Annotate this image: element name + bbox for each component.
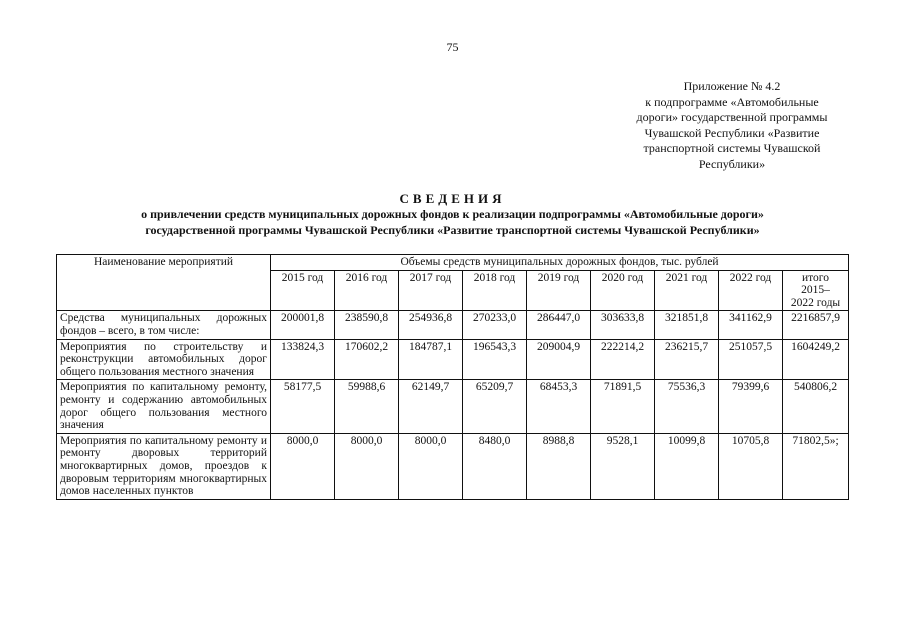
cell-value: 62149,7 (399, 380, 463, 433)
cell-value: 59988,6 (335, 380, 399, 433)
row-name: Мероприятия по капитальному ремонту и ремонту дворовых территорий многоквартирных домов, проездов к дворовым территориям многоквартирных домов населенных пунктов (57, 433, 271, 499)
cell-total: 1604249,2 (783, 339, 849, 380)
cell-value: 65209,7 (463, 380, 527, 433)
cell-value: 196543,3 (463, 339, 527, 380)
cell-value: 303633,8 (591, 311, 655, 339)
cell-total: 540806,2 (783, 380, 849, 433)
title-main: СВЕДЕНИЯ (399, 191, 506, 206)
header-total-line: 2022 годы (790, 296, 841, 309)
header-year: 2015 год (271, 270, 335, 311)
row-name: Мероприятия по капитальному ремонту, ремонту и содержанию автомобильных дорог общего пользования местного значения (57, 380, 271, 433)
cell-value: 79399,6 (719, 380, 783, 433)
cell-value: 341162,9 (719, 311, 783, 339)
appendix-line: Приложение № 4.2 (683, 79, 781, 93)
cell-value: 8000,0 (335, 433, 399, 499)
header-year: 2020 год (591, 270, 655, 311)
row-name: Мероприятия по строительству и реконструкции автомобильных дорог общего пользования местного значения (57, 339, 271, 380)
subtitle-line: государственной программы Чувашской Республики «Развитие транспортной системы Чувашской Республики» (145, 222, 760, 237)
appendix-line: транспортной системы Чувашской (643, 141, 821, 155)
header-year: 2019 год (527, 270, 591, 311)
cell-value: 8000,0 (399, 433, 463, 499)
header-total (783, 270, 849, 311)
cell-value: 71891,5 (591, 380, 655, 433)
table-row (57, 311, 849, 339)
cell-value: 222214,2 (591, 339, 655, 380)
cell-value: 321851,8 (655, 311, 719, 339)
cell-value: 58177,5 (271, 380, 335, 433)
header-year: 2021 год (655, 270, 719, 311)
appendix-line: дороги» государственной программы (636, 110, 828, 124)
cell-value: 200001,8 (271, 311, 335, 339)
cell-value: 238590,8 (335, 311, 399, 339)
appendix-note (612, 79, 852, 172)
header-year: 2018 год (463, 270, 527, 311)
header-year: 2017 год (399, 270, 463, 311)
header-total-line: итого (802, 271, 829, 284)
cell-value: 270233,0 (463, 311, 527, 339)
cell-value: 286447,0 (527, 311, 591, 339)
cell-value: 184787,1 (399, 339, 463, 380)
header-year: 2022 год (719, 270, 783, 311)
cell-value: 236215,7 (655, 339, 719, 380)
cell-value: 10705,8 (719, 433, 783, 499)
cell-value: 8480,0 (463, 433, 527, 499)
appendix-line: к подпрограмме «Автомобильные (645, 94, 819, 109)
cell-value: 251057,5 (719, 339, 783, 380)
header-name: Наименование мероприятий (57, 255, 271, 311)
funding-table (56, 254, 849, 500)
header-year: 2016 год (335, 270, 399, 311)
page-number: 75 (446, 40, 459, 54)
appendix-line: Республики» (698, 156, 766, 171)
cell-value: 133824,3 (271, 339, 335, 380)
table-header-row (57, 255, 849, 271)
table-row (57, 339, 849, 380)
cell-value: 8000,0 (271, 433, 335, 499)
appendix-line: Чувашской Республики «Развитие (644, 125, 820, 140)
cell-value: 209004,9 (527, 339, 591, 380)
document-title (40, 191, 865, 238)
cell-value: 68453,3 (527, 380, 591, 433)
row-name: Средства муниципальных дорожных фондов – всего, в том числе: (57, 311, 271, 339)
table-row (57, 433, 849, 499)
cell-value: 10099,8 (655, 433, 719, 499)
cell-total: 2216857,9 (783, 311, 849, 339)
cell-value: 254936,8 (399, 311, 463, 339)
cell-total: 71802,5»; (783, 433, 849, 499)
subtitle-line: о привлечении средств муниципальных дорожных фондов к реализации подпрограммы «Автомобильные дороги» (141, 207, 764, 221)
cell-value: 9528,1 (591, 433, 655, 499)
header-group: Объемы средств муниципальных дорожных фондов, тыс. рублей (271, 255, 849, 271)
cell-value: 75536,3 (655, 380, 719, 433)
cell-value: 170602,2 (335, 339, 399, 380)
header-total-line: 2015– (801, 284, 830, 297)
cell-value: 8988,8 (527, 433, 591, 499)
table-row (57, 380, 849, 433)
